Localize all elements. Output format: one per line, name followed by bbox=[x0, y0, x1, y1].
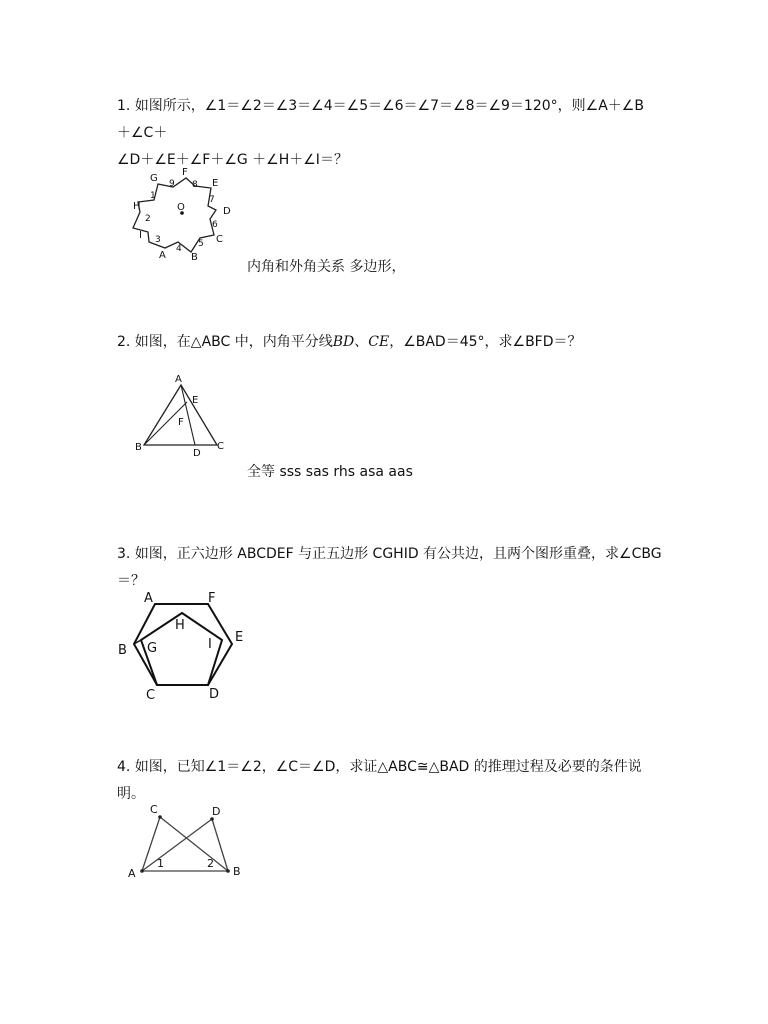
fig4-label-C: C bbox=[150, 803, 158, 816]
figure-2-triangle bbox=[125, 368, 245, 460]
question-2 bbox=[117, 329, 657, 356]
question-2-note: 全等 sss sas rhs asa aas bbox=[247, 464, 413, 480]
fig3-label-F: F bbox=[208, 591, 216, 606]
fig2-label-A: A bbox=[175, 374, 182, 385]
fig1-label-B: B bbox=[191, 252, 198, 263]
fig1-label-E: E bbox=[212, 178, 219, 189]
fig3-label-D: D bbox=[209, 687, 220, 702]
fig3-label-I: I bbox=[208, 637, 212, 652]
fig4-label-D: D bbox=[212, 805, 221, 818]
fig2-label-E: E bbox=[192, 395, 199, 406]
fig1-label-F: F bbox=[182, 167, 188, 178]
fig1-angle-5: 5 bbox=[198, 239, 204, 249]
fig3-label-B: B bbox=[118, 643, 127, 658]
fig4-label-A: A bbox=[128, 867, 136, 880]
segment-ce: CE bbox=[368, 334, 390, 350]
fig4-label-B: B bbox=[233, 865, 241, 878]
fig2-label-C: C bbox=[217, 441, 224, 452]
figure-3-hexagon-pentagon bbox=[115, 585, 250, 703]
fig2-label-D: D bbox=[193, 448, 201, 459]
fig3-label-E: E bbox=[235, 630, 244, 645]
fig1-angle-1: 1 bbox=[150, 191, 156, 201]
fig1-label-H: H bbox=[133, 201, 141, 212]
fig1-label-A: A bbox=[159, 250, 166, 261]
fig4-angle-1: 1 bbox=[157, 857, 164, 870]
question-2-text-post: ，∠BAD＝45°，求∠BFD＝？ bbox=[389, 334, 582, 350]
segment-bd: BD bbox=[332, 334, 355, 350]
fig1-angle-9: 9 bbox=[169, 179, 175, 189]
fig1-angle-8: 8 bbox=[192, 180, 198, 190]
question-2-line-1 bbox=[117, 329, 657, 356]
fig2-label-F: F bbox=[178, 417, 184, 428]
fig1-label-D: D bbox=[223, 206, 231, 217]
fig1-angle-4: 4 bbox=[176, 244, 182, 254]
fig3-label-G: G bbox=[147, 641, 158, 656]
question-2-text-pre: 2. 如图，在△ABC 中，内角平分线 bbox=[117, 334, 333, 350]
question-2-separator: 、 bbox=[354, 334, 369, 350]
fig2-label-B: B bbox=[135, 442, 142, 453]
fig4-angle-2: 2 bbox=[207, 857, 214, 870]
question-4-line-1: 4. 如图，已知∠1＝∠2，∠C＝∠D，求证△ABC≅△BAD 的推理过程及必要的条件说明。 bbox=[117, 759, 642, 802]
fig1-angle-2: 2 bbox=[145, 214, 151, 224]
fig1-label-G: G bbox=[150, 173, 158, 184]
question-3-line-1: 3. 如图，正六边形 ABCDEF 与正五边形 CGHID 有公共边，且两个图形重叠，求∠CBG＝？ bbox=[117, 546, 662, 589]
fig1-angle-7: 7 bbox=[209, 195, 215, 205]
fig1-label-C: C bbox=[216, 234, 223, 245]
question-1-line-1: 1. 如图所示，∠1＝∠2＝∠3＝∠4＝∠5＝∠6＝∠7＝∠8＝∠9＝120°，则∠A＋∠B＋∠C＋ bbox=[117, 98, 644, 141]
fig3-label-A: A bbox=[144, 591, 153, 606]
fig1-label-I: I bbox=[139, 230, 142, 241]
fig3-label-C: C bbox=[146, 688, 156, 703]
question-1-line-2: ∠D＋∠E＋∠F＋∠G ＋∠H＋∠I＝？ bbox=[117, 152, 348, 168]
fig1-angle-6: 6 bbox=[212, 220, 218, 230]
fig1-center-label-O: O bbox=[177, 202, 185, 213]
question-1-note: 内角和外角关系 多边形， bbox=[247, 259, 406, 275]
fig3-label-H: H bbox=[175, 618, 185, 633]
fig1-angle-3: 3 bbox=[155, 235, 161, 245]
figure-4-triangles bbox=[122, 800, 252, 886]
figure-1-star-polygon bbox=[120, 162, 250, 270]
